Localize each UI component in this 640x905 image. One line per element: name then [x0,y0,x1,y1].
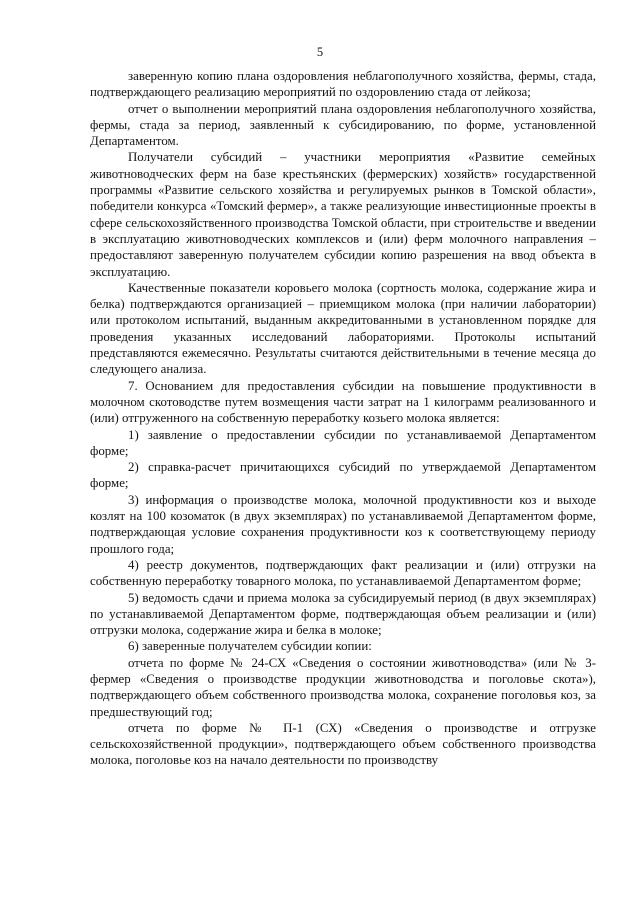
list-item: 1) заявление о предоставлении субсидии по устанавливаемой Департаментом форме; [90,427,596,458]
paragraph: 7. Основанием для предоставления субсидии на повышение продуктивности в молочном скотоводстве путем возмещения части затрат на 1 килограмм реализованного и (или) отгруженного на собственную переработку козьего молока является: [90,378,596,426]
list-item: 5) ведомость сдачи и приема молока за субсидируемый период (в двух экземплярах) по устанавливаемой Департаментом форме, подтверждающая объем реализации и (или) отгрузки молока, содержание жира и белка в молоке; [90,590,596,638]
sub-item: отчета по форме № 24-СХ «Сведения о состоянии животноводства» (или № 3-фермер «Сведения о производстве продукции животноводства и поголовье скота»), подтверждающего объем собственного производства молока, сохранение поголовья коз, за предшествующий год; [90,655,596,719]
page-number: 5 [316,45,324,59]
paragraph: Качественные показатели коровьего молока (сортность молока, содержание жира и белка) подтверждаются организацией – приемщиком молока (при наличии лаборатории) или протоколом испытаний, выданным аккредитованными в установленном порядке для проведения указанных исследований лабораториями. Протоколы испытаний представляются ежемесячно. Результаты считаются действительными в течение месяца до следующего анализа. [90,280,596,377]
paragraph: отчет о выполнении мероприятий плана оздоровления неблагополучного хозяйства, фермы, стада за период, заявленный к субсидированию, по форме, установленной Департаментом. [90,101,596,149]
list-item: 4) реестр документов, подтверждающих факт реализации и (или) отгрузки на собственную переработку товарного молока, по устанавливаемой Департаментом форме; [90,557,596,589]
list-item: 3) информация о производстве молока, молочной продуктивности коз и выходе козлят на 100 козоматок (в двух экземплярах) по устанавливаемой Департаментом форме, подтверждающая условие сохранения продуктивности коз к соответствующему периоду прошлого года; [90,492,596,556]
document-body [90,68,596,769]
list-item: 2) справка-расчет причитающихся субсидий по утверждаемой Департаментом форме; [90,460,596,491]
list-item: 6) заверенные получателем субсидии копии: [128,639,372,654]
paragraph: заверенную копию плана оздоровления неблагополучного хозяйства, фермы, стада, подтверждающего реализацию мероприятий по оздоровлению стада от лейкоза; [90,69,596,100]
sub-item: отчета по форме № П-1 (СХ) «Сведения о производстве и отгрузке сельскохозяйственной продукции», подтверждающего объем собственного производства молока, поголовье коз на начало деятельности по производству [90,720,596,768]
paragraph: Получатели субсидий – участники мероприятия «Развитие семейных животноводческих ферм на базе крестьянских (фермерских) хозяйств» государственной программы «Развитие сельского хозяйства и регулируемых рынков в Томской области», победители конкурса «Томский фермер», а также реализующие инвестиционные проекты в сфере сельскохозяйственного производства Томской области, при строительстве и введении в эксплуатацию животноводческих комплексов и (или) ферм молочного направления – предоставляют заверенную получателем субсидии копию разрешения на ввод объекта в эксплуатацию. [90,150,596,279]
